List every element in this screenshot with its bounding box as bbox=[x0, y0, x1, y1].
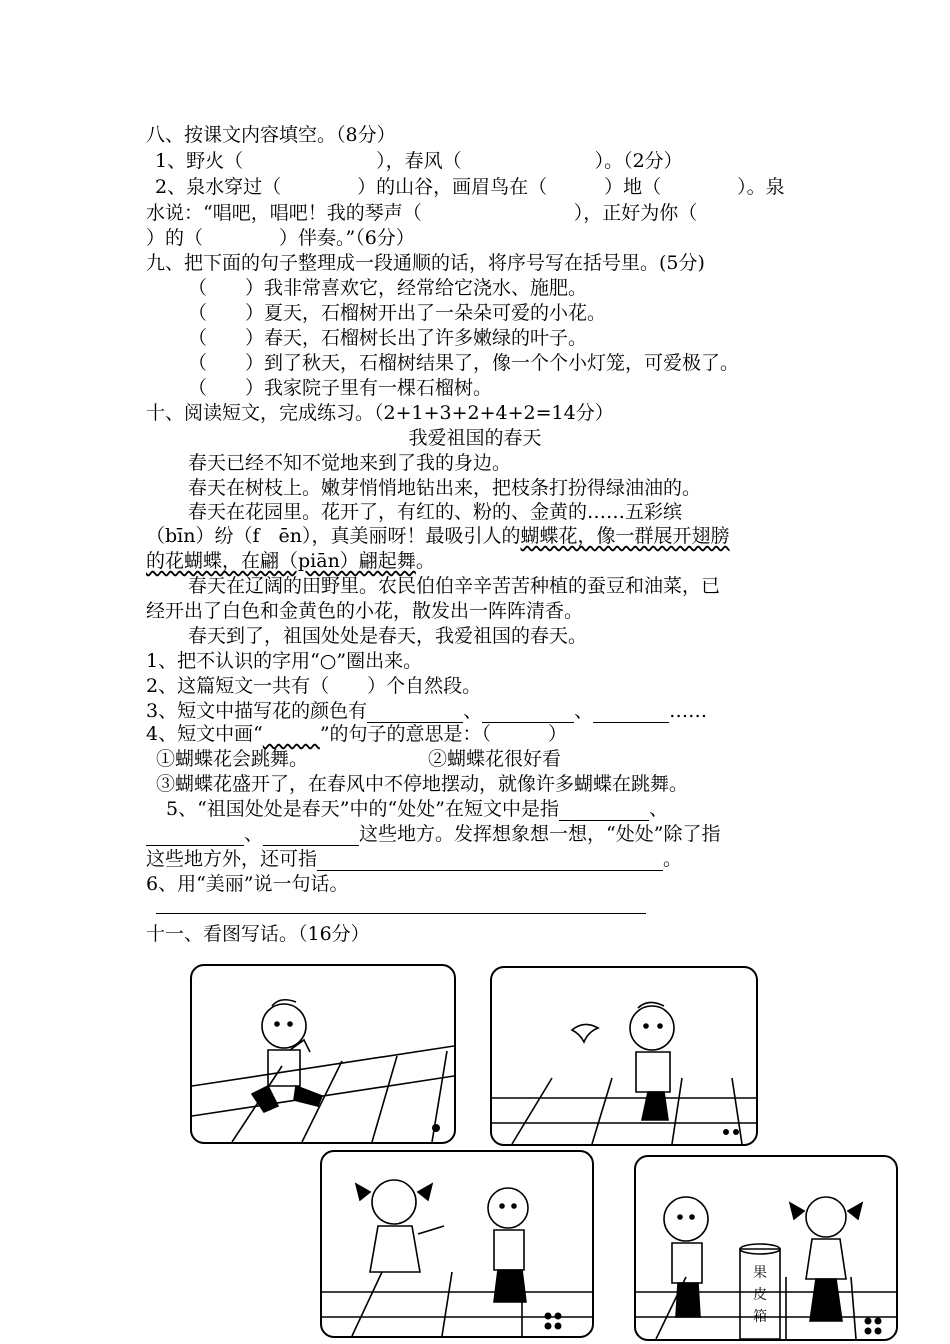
section-8-q2-line1: 2、泉水穿过（ ）的山谷，画眉鸟在（ ）地（ ）。泉 bbox=[155, 176, 785, 198]
section-9-item: （ ）夏天，石榴树开出了一朵朵可爱的小花。 bbox=[188, 302, 607, 324]
bin-label-char: 皮 bbox=[753, 1287, 767, 1303]
wavy-underlined-sentence: 蝴蝶花，像一群展开翅膀 bbox=[520, 525, 730, 547]
passage-paragraph-4-line2: 经开出了白色和金黄色的小花，散发出一阵阵清香。 bbox=[146, 600, 584, 622]
question-5-line1 bbox=[166, 797, 668, 821]
option-3: ③蝴蝶花盛开了，在春风中不停地摆动，就像许多蝴蝶在跳舞。 bbox=[156, 773, 689, 795]
question-5-line2 bbox=[146, 822, 720, 846]
section-8-q2-line2: 水说：“唱吧，唱吧！我的琴声（ ），正好为你（ bbox=[146, 202, 698, 224]
answer-blank bbox=[263, 827, 359, 846]
answer-blank bbox=[482, 704, 574, 723]
section-11-heading: 十一、看图写话。（16分） bbox=[146, 923, 370, 945]
question-1: 1、把不认识的字用“○”圈出来。 bbox=[146, 650, 423, 672]
section-9-item: （ ）我家院子里有一棵石榴树。 bbox=[188, 377, 493, 399]
question-2: 2、这篇短文一共有（ ）个自然段。 bbox=[146, 675, 482, 697]
section-8-q2-line3: ）的（ ）伴奏。”（6分） bbox=[146, 227, 415, 249]
girl-points-at-boy-illustration bbox=[322, 1152, 592, 1336]
question-4-text: ”的句子的意思是：（ ） bbox=[319, 723, 568, 745]
section-9-item: （ ）到了秋天，石榴树结果了，像一个个小灯笼，可爱极了。 bbox=[188, 352, 740, 374]
picture-panel-4 bbox=[634, 1155, 898, 1341]
question-5-text: 这些地方外，还可指 bbox=[146, 848, 318, 870]
option-1: ①蝴蝶花会跳舞。 bbox=[156, 748, 309, 770]
passage-paragraph-1: 春天已经不知不觉地来到了我的身边。 bbox=[188, 452, 512, 474]
answer-blank bbox=[317, 852, 663, 871]
section-9-heading: 九、把下面的句子整理成一段通顺的话，将序号写在括号里。(5分) bbox=[146, 252, 705, 274]
answer-blank bbox=[367, 704, 463, 723]
separator: 、 bbox=[463, 700, 483, 722]
question-4 bbox=[146, 722, 567, 746]
passage-paragraph-3-line2 bbox=[146, 524, 730, 548]
option-2: ②蝴蝶花很好看 bbox=[428, 748, 562, 770]
passage-paragraph-3-line1: 春天在花园里。花开了，有红的、粉的、金黄的……五彩缤 bbox=[188, 501, 683, 523]
bin-label-char: 果 bbox=[753, 1265, 767, 1281]
section-10-heading: 十、阅读短文，完成练习。（2+1+3+2+4+2=14分） bbox=[146, 402, 614, 424]
section-9-item: （ ）春天，石榴树长出了许多嫩绿的叶子。 bbox=[188, 327, 588, 349]
question-5-text: 这些地方。发挥想象想一想，“处处”除了指 bbox=[359, 823, 721, 845]
answer-blank bbox=[559, 802, 649, 821]
passage-text: （bīn）纷（f ēn），真美丽呀！最吸引人的 bbox=[146, 525, 521, 547]
question-4-text: 4、短文中画“ bbox=[146, 723, 263, 745]
answer-blank bbox=[593, 704, 669, 723]
section-8-heading: 八、按课文内容填空。（8分） bbox=[146, 124, 396, 146]
passage-paragraph-4-line1: 春天在辽阔的田野里。农民伯伯辛辛苦苦种植的蚕豆和油菜，已 bbox=[188, 575, 721, 597]
question-5-text: 5、“祖国处处是春天”中的“处处”在短文中是指 bbox=[166, 798, 559, 820]
question-3 bbox=[146, 699, 707, 723]
children-near-trash-bin-illustration bbox=[636, 1157, 896, 1339]
passage-paragraph-2: 春天在树枝上。嫩芽悄悄地钻出来，把枝条打扮得绿油油的。 bbox=[188, 477, 702, 499]
picture-panel-3 bbox=[320, 1150, 594, 1338]
section-9-item: （ ）我非常喜欢它，经常给它浇水、施肥。 bbox=[188, 277, 588, 299]
wavy-sample bbox=[263, 723, 320, 745]
boy-throws-peel-illustration bbox=[492, 968, 756, 1144]
period: 。 bbox=[663, 848, 683, 870]
passage-title: 我爱祖国的春天 bbox=[408, 427, 542, 449]
wavy-underlined-sentence-end: 的花蝴蝶，在翩（piān）翩起舞 bbox=[146, 550, 416, 572]
separator: 、 bbox=[648, 798, 668, 820]
section-8-q1: 1、野火（ ），春风（ ）。（2分） bbox=[155, 150, 683, 172]
picture-panel-1 bbox=[190, 964, 456, 1144]
question-3-text: 3、短文中描写花的颜色有 bbox=[146, 700, 368, 722]
ellipsis: …… bbox=[669, 700, 708, 722]
separator: 、 bbox=[244, 823, 264, 845]
question-5-line3 bbox=[146, 847, 682, 871]
separator: 、 bbox=[574, 700, 594, 722]
picture-panel-2 bbox=[490, 966, 758, 1146]
bin-label-char: 箱 bbox=[753, 1309, 767, 1325]
passage-paragraph-3-line3 bbox=[146, 549, 435, 573]
answer-line bbox=[156, 913, 646, 914]
answer-blank bbox=[146, 827, 244, 846]
boy-eating-banana-illustration bbox=[192, 966, 454, 1142]
passage-paragraph-5: 春天到了，祖国处处是春天，我爱祖国的春天。 bbox=[188, 625, 588, 647]
passage-text: 。 bbox=[415, 550, 435, 572]
question-6: 6、用“美丽”说一句话。 bbox=[146, 873, 349, 895]
